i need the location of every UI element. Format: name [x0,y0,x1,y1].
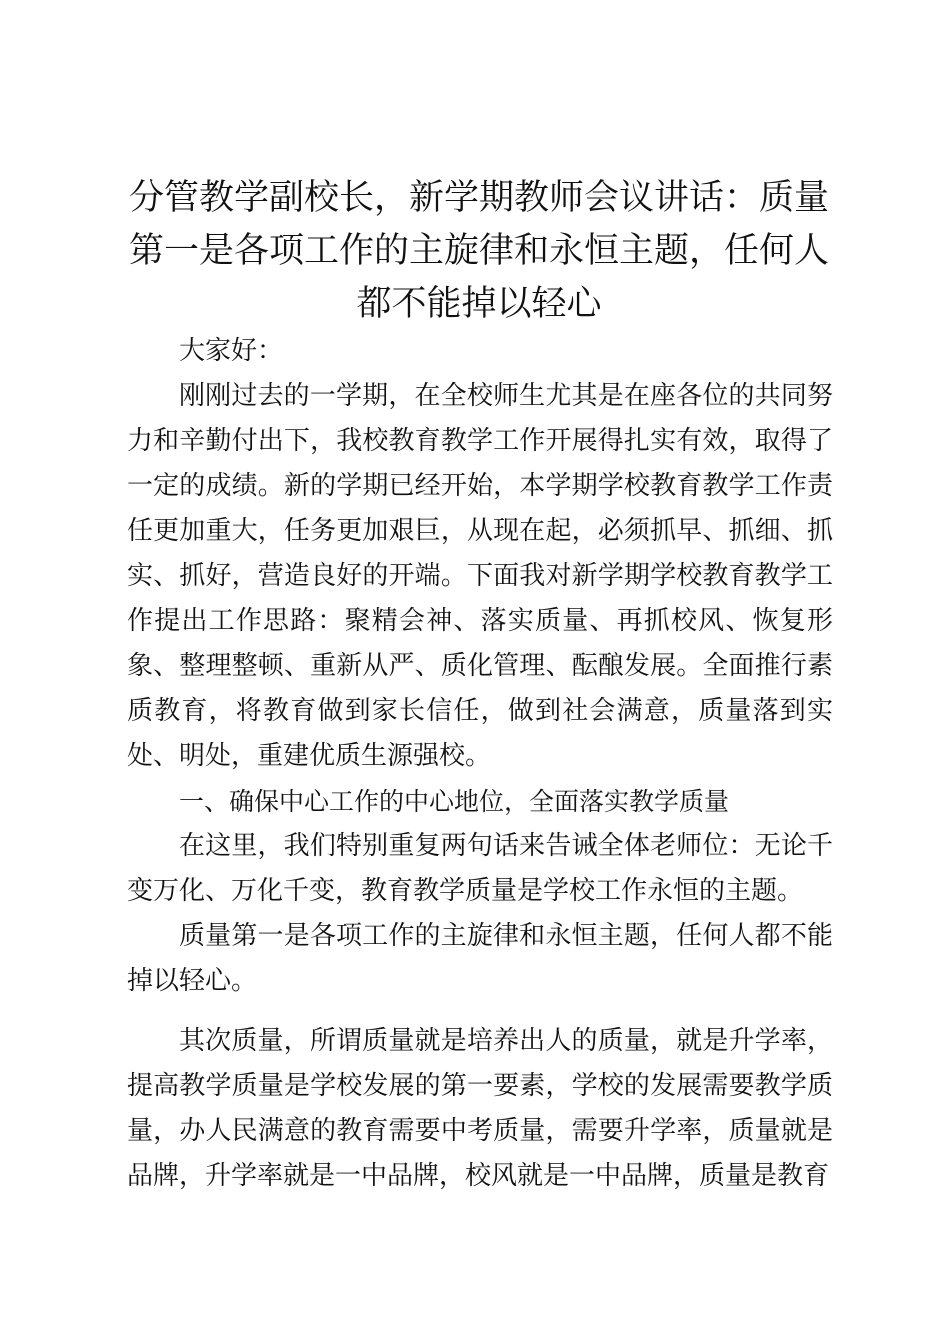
body-paragraph: 刚刚过去的一学期，在全校师生尤其是在座各位的共同努力和辛勤付出下，我校教育教学工作开展得扎实有效，取得了一定的成绩。新的学期已经开始，本学期学校教育教学工作责任更加重大，任务更加艰巨，从现在起，必须抓早、抓细、抓实、抓好，营造良好的开端。下面我对新学期学校教育教学工作提出工作思路：聚精会神、落实质量、再抓校风、恢复形象、整理整顿、重新从严、质化管理、酝酿发展。全面推行素质教育，将教育做到家长信任，做到社会满意，质量落到实处、明处，重建优质生源强校。 [127,381,833,771]
body-paragraph: 其次质量，所谓质量就是培养出人的质量，就是升学率，提高教学质量是学校发展的第一要素，学校的发展需要教学质量，办人民满意的教育需要中考质量，需要升学率，质量就是品牌，升学率就是一中品牌，校风就是一中品牌，质量是教育 [127,1026,833,1191]
title-line-2: 第一是各项工作的主旋律和永恒主题，任何人 [128,231,829,271]
body-paragraph: 在这里，我们特别重复两句话来告诫全体老师位：无论千变万化、万化千变，教育教学质量是学校工作永恒的主题。 [127,831,833,906]
document-body [127,329,833,1199]
section-heading: 一、确保中心工作的中心地位，全面落实教学质量 [179,787,730,816]
document-title [127,172,831,331]
title-line-3: 都不能掉以轻心 [356,284,602,324]
greeting-paragraph: 大家好： [179,336,284,366]
body-paragraph: 质量第一是各项工作的主旋律和永恒主题，任何人都不能掉以轻心。 [127,921,833,996]
title-line-1: 分管教学副校长，新学期教师会议讲话：质量 [128,178,829,218]
